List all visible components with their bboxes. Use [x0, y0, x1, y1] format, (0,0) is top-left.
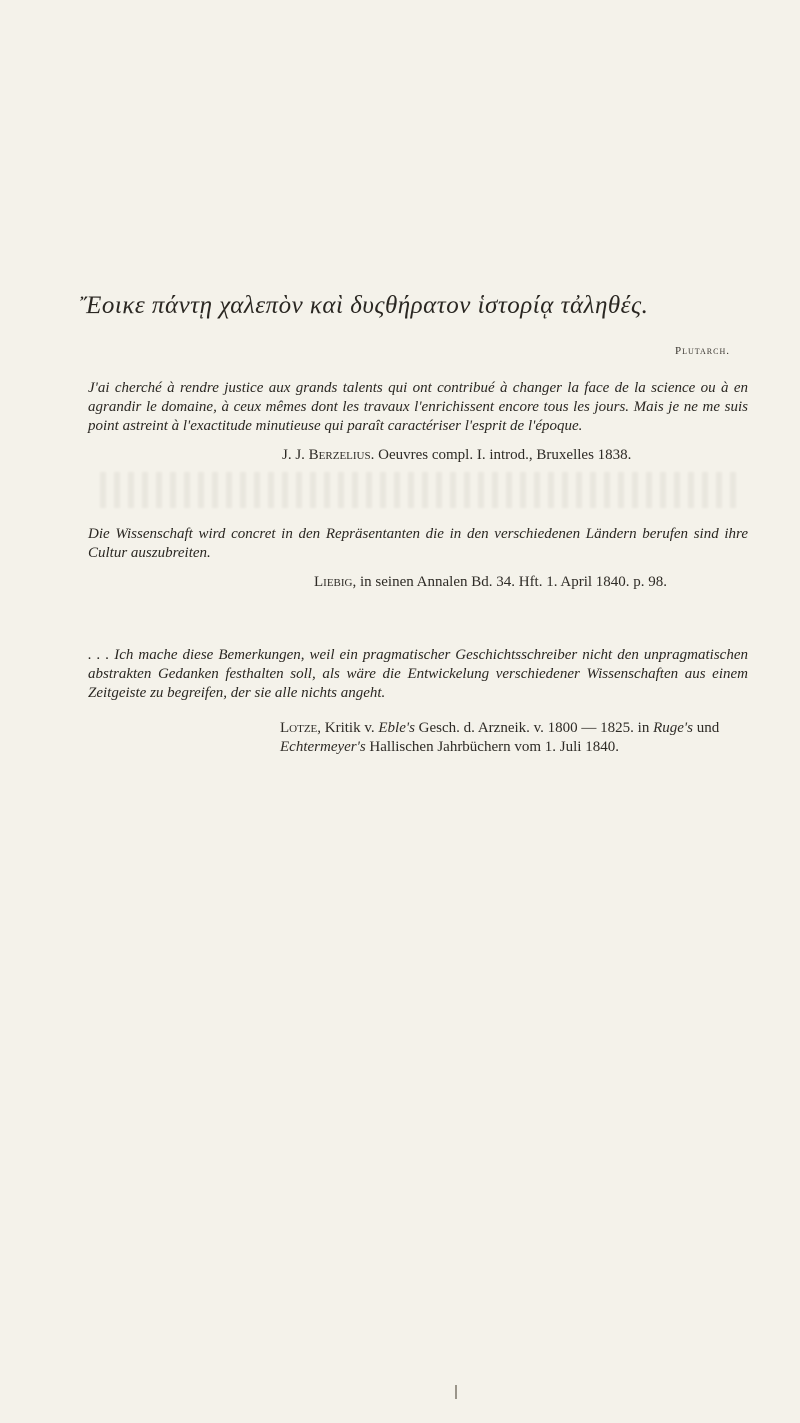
show-through-smudge	[100, 472, 740, 508]
citation-source-mid: Gesch. d. Arzneik. v. 1800 — 1825. in	[418, 720, 650, 736]
citation-source: Oeuvres compl. I. introd., Bruxelles 1838.	[378, 447, 632, 463]
citation-lotze	[280, 719, 750, 757]
citation-berzelius	[282, 446, 631, 465]
greek-epigraph-source: Plutarch.	[674, 345, 730, 357]
page-speck	[455, 1385, 457, 1399]
citation-journal2: Echtermeyer's	[280, 739, 366, 755]
greek-epigraph: Ἔοικε πάντῃ χαλεπὸν καὶ δυςθήρατον ἱστορίᾳ τἀληθές.	[80, 292, 649, 319]
citation-journal: Ruge's	[653, 720, 693, 736]
citation-author: Liebig,	[314, 574, 357, 590]
citation-work: Eble's	[378, 720, 415, 736]
quote-lotze: . . . Ich mache diese Bemerkungen, weil ein pragmatischer Geschichtsschreiber nicht den unpragmatischen abstrakten Gedanken festhalten soll, als wäre die Entwickelung verschiedener Wissenschaften aus einem Zeitgeiste zu begreifen, der sie alle nichts angeht.	[88, 647, 748, 701]
citation-source: in seinen Annalen Bd. 34. Hft. 1. April 1840. p. 98.	[360, 574, 668, 590]
quote-liebig: Die Wissenschaft wird concret in den Repräsentanten die in den verschiedenen Ländern berufen sind ihre Cultur auszubreiten.	[88, 526, 748, 561]
citation-liebig	[314, 573, 667, 592]
citation-author: Lotze,	[280, 720, 322, 736]
quote-berzelius: J'ai cherché à rendre justice aux grands talents qui ont contribué à changer la face de la science ou à en agrandir le domaine, à ceux mêmes dont les travaux l'enrichissent encore tous les jours. Mais je ne me suis point astreint à l'exactitude minutieuse qui paraît caractériser l'esprit de l'époque.	[88, 380, 748, 434]
citation-and: und	[696, 720, 720, 736]
citation-source-post: Hallischen Jahrbüchern vom 1. Juli 1840.	[369, 739, 619, 755]
citation-source-pre: Kritik v.	[324, 720, 375, 736]
citation-author: J. J. Berzelius.	[282, 447, 375, 463]
